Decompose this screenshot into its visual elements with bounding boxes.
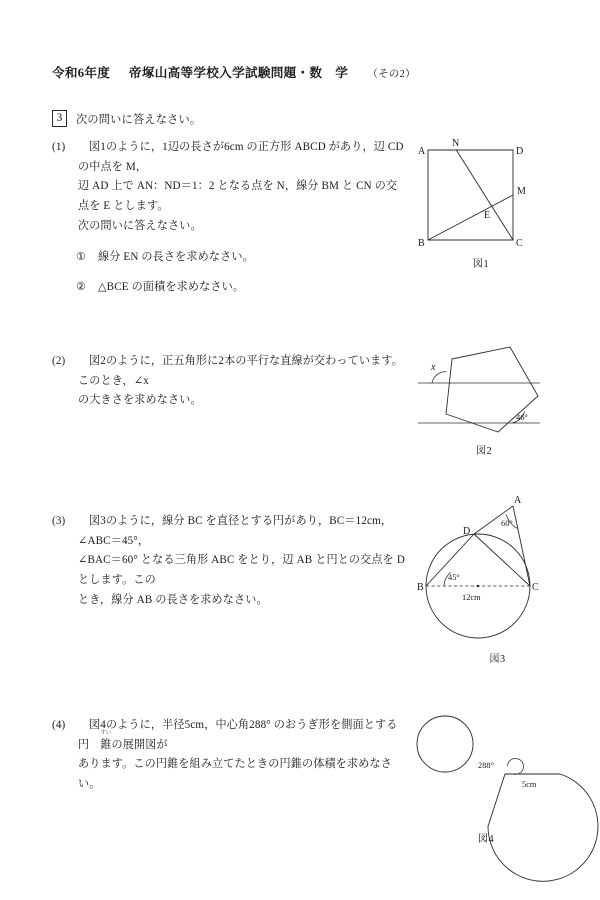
label-point-d-fig3: D: [463, 526, 471, 537]
segment-cn: [456, 150, 513, 240]
question-1-sub-1-mark: ①: [76, 250, 87, 263]
problem-number-row: [52, 110, 201, 127]
label-angle-45: 45°: [448, 573, 460, 582]
question-4-number: (4): [52, 719, 66, 731]
question-1-sub-2-mark: ②: [76, 281, 87, 294]
label-point-n: N: [452, 138, 460, 149]
question-1-text: [78, 138, 408, 237]
label-point-a-fig3: A: [514, 495, 522, 506]
page-title: [52, 62, 552, 81]
figure-1: [406, 132, 556, 270]
label-angle-46: 46°: [516, 413, 528, 422]
question-3-line-1: 図3のように，線分 BC を直径とする円があり，BC＝12cm，∠ABC＝45°，: [78, 515, 393, 547]
label-point-e: E: [484, 210, 491, 221]
figure-4-caption: 図4: [477, 834, 495, 845]
central-angle-arc: [508, 758, 524, 774]
question-4-line-2: あります。この円錐を組み立てたときの円錐の体積を求めなさい。: [78, 758, 392, 791]
figure-2: [398, 344, 570, 457]
question-3-line-3: とき，線分 AB の長さを求めなさい。: [78, 593, 268, 606]
header-school-subject: 帝塚山高等学校入学試験問題・数 学: [128, 66, 349, 80]
question-1-line-3: 次の問いに答えなさい。: [78, 219, 202, 232]
segment-ac: [513, 506, 530, 586]
question-2-text: [78, 352, 408, 411]
figure-3-caption: 図3: [489, 654, 506, 665]
question-4-line-1: 図4のように，半径5cm，中心角288° のおうぎ形を側面とする円 すい 錐の展開図が: [78, 716, 408, 755]
figure-3: [417, 494, 575, 665]
problem-number-box: 3: [52, 110, 67, 127]
question-2: [52, 352, 408, 411]
problem-lead-text: 次の問いに答えなさい。: [76, 113, 202, 126]
question-3-number: (3): [52, 515, 66, 527]
figure-1-caption: 図1: [472, 259, 490, 270]
question-1-sub-2: [76, 278, 408, 298]
ruby-annotation: すい 錐: [89, 736, 111, 756]
label-angle-60: 60°: [501, 519, 513, 528]
label-central-angle-288: 288°: [478, 761, 494, 770]
figure-4: [400, 706, 572, 845]
label-point-c: C: [516, 238, 523, 249]
label-point-b: B: [418, 238, 425, 249]
ruby-text: すい: [100, 729, 112, 736]
question-2-line-2: の大きさを求めなさい。: [78, 394, 202, 407]
figure-4-drawing: [400, 706, 572, 826]
figure-2-drawing: [398, 344, 570, 440]
figure-1-drawing: [406, 132, 556, 254]
question-4-text: [78, 716, 408, 795]
figure-2-caption: 図2: [475, 446, 493, 457]
label-point-b-fig3: B: [417, 582, 424, 593]
label-point-c-fig3: C: [532, 582, 539, 593]
segment-dc: [474, 534, 530, 586]
question-3-text: [78, 512, 408, 611]
angle-x-arc: [432, 372, 447, 383]
question-1-sub-1: [76, 248, 408, 268]
question-1-sub-2-text: △BCE の面積を求めなさい。: [98, 281, 245, 294]
square-abcd: [428, 150, 513, 240]
header-era-year: 令和6年度: [52, 66, 111, 80]
segment-bm: [428, 195, 513, 240]
question-3: [52, 512, 408, 611]
label-point-a: A: [418, 146, 426, 157]
question-1-sub-1-text: 線分 EN の長さを求めなさい。: [98, 250, 254, 263]
question-1-line-2: 辺 AD 上で AN：ND＝1：2 となる点を N，線分 BM と CN の交点を E とします。: [78, 180, 398, 213]
figure-3-drawing: [417, 494, 575, 649]
question-2-line-1: 図2のように，正五角形に2本の平行な直線が交わっています。このとき，∠x: [78, 355, 403, 387]
question-2-number: (2): [52, 355, 66, 367]
label-point-m: M: [517, 186, 526, 197]
header-page-note: （その2）: [367, 69, 416, 80]
sector-288-degrees: [488, 774, 598, 881]
question-3-line-2: ∠BAC＝60° となる三角形 ABC をとり，辺 AB と円との交点を D とします。この: [78, 554, 405, 587]
question-1: [52, 138, 408, 298]
question-4: [52, 716, 408, 795]
label-angle-x: x: [431, 362, 436, 373]
question-1-line-1: 図1のように，1辺の長さが6cm の正方形 ABCD があり，辺 CD の中点を M，: [78, 141, 404, 173]
question-1-number: (1): [52, 141, 66, 153]
circle-center-dot: [477, 585, 480, 588]
label-radius-5cm: 5cm: [522, 780, 537, 789]
cone-base-circle: [417, 716, 473, 772]
label-point-d: D: [516, 146, 524, 157]
label-diameter-12cm: 12cm: [462, 593, 481, 602]
